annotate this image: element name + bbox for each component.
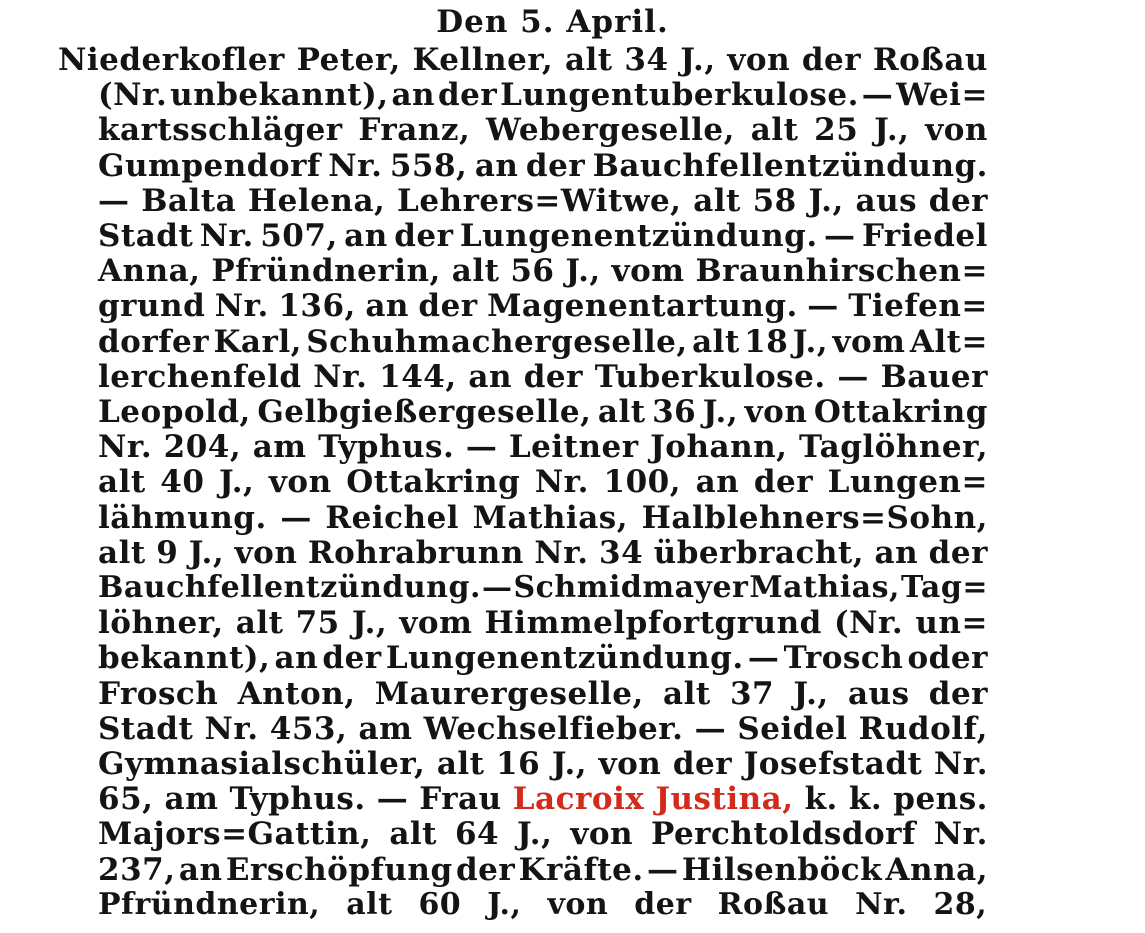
word: Seidel xyxy=(737,710,848,747)
word: Nr. xyxy=(534,534,589,571)
text-line xyxy=(58,42,988,78)
word: Tuberkulose. xyxy=(594,358,826,395)
word: von xyxy=(598,746,662,782)
word: am xyxy=(358,710,413,747)
text-line xyxy=(98,887,988,923)
word: an xyxy=(178,851,223,888)
word: J., xyxy=(351,605,388,642)
word: (Nr. xyxy=(833,605,904,642)
text-line xyxy=(98,218,988,254)
word: Nr. xyxy=(199,218,254,254)
word: Webergeselle, xyxy=(486,112,735,149)
word: (Nr. xyxy=(98,77,168,114)
word: — xyxy=(807,288,839,325)
word: Pfründnerin, xyxy=(98,886,321,922)
word: Stadt xyxy=(98,218,194,254)
word: — xyxy=(465,429,498,466)
word: Halblehners=Sohn, xyxy=(641,499,988,536)
word: am xyxy=(252,429,307,466)
word: Roßau xyxy=(872,42,988,78)
word: 237, xyxy=(98,851,176,888)
word: Majors=Gattin, xyxy=(98,816,372,853)
word: k. xyxy=(804,781,838,818)
word: Ottakring xyxy=(813,394,988,430)
word: pens. xyxy=(893,781,988,818)
word: Peter, xyxy=(296,42,401,78)
word: Nr. xyxy=(933,746,988,782)
word: Josefstadt xyxy=(743,746,923,782)
word: — xyxy=(481,570,513,605)
word: 507, xyxy=(260,218,338,254)
word: Bauer xyxy=(880,358,988,395)
word: Wechselfieber. xyxy=(423,710,684,747)
text-line xyxy=(98,605,988,641)
word: Kräfte. xyxy=(518,851,644,888)
word: alt xyxy=(98,534,146,571)
word: Niederkofler xyxy=(58,42,285,78)
word: 9 xyxy=(156,534,179,571)
word: J., xyxy=(218,464,255,501)
word: der xyxy=(753,464,814,501)
text-line xyxy=(98,852,988,888)
word: 144, xyxy=(379,358,457,395)
word: Rudolf, xyxy=(858,710,988,747)
word: von xyxy=(727,42,791,78)
word: 28, xyxy=(933,886,988,922)
word: J., xyxy=(517,816,553,853)
word: 58 xyxy=(752,182,797,219)
section-heading-text: Den 5. April. xyxy=(436,4,669,40)
text-line xyxy=(98,77,988,113)
word: Magenentartung. xyxy=(487,288,798,325)
word: oder xyxy=(907,640,988,677)
word: 204, xyxy=(163,429,242,466)
word: löhner, xyxy=(98,605,224,642)
word: Anton, xyxy=(237,675,356,712)
word: Schuhmachergeselle, xyxy=(306,323,688,360)
word: 36 xyxy=(652,394,697,430)
text-line xyxy=(98,816,988,852)
word: J., xyxy=(551,746,588,782)
text-line xyxy=(98,324,988,360)
word: Stadt xyxy=(98,710,194,747)
word: 64 xyxy=(454,816,500,853)
word: J., xyxy=(702,394,739,430)
word: 136, xyxy=(278,288,356,325)
word: 25 xyxy=(814,112,859,149)
word: vom xyxy=(611,253,685,290)
word: Nr. xyxy=(313,358,368,395)
word: 34 xyxy=(599,534,644,571)
word: an xyxy=(344,218,388,254)
word: von xyxy=(925,112,988,149)
text-line xyxy=(98,288,988,324)
word: — xyxy=(824,218,856,254)
word: lähmung. xyxy=(98,499,267,536)
word: vom xyxy=(399,605,473,642)
word: 453, xyxy=(269,710,348,747)
word: — xyxy=(647,851,679,888)
word: Lungentuberkulose. xyxy=(500,77,859,114)
word: Tiefen= xyxy=(848,288,988,325)
word: Himmelpfortgrund xyxy=(484,605,822,642)
text-line xyxy=(98,112,988,148)
word: Johann, xyxy=(650,429,788,466)
word: Typhus. xyxy=(318,429,455,466)
word: Pfründnerin, xyxy=(211,253,441,290)
word: Rohrabrunn xyxy=(307,534,524,571)
word: Gelbgießergeselle, xyxy=(257,394,592,430)
word: Nr. xyxy=(98,429,153,466)
word: Mathias, xyxy=(749,570,900,605)
word: — xyxy=(376,781,409,818)
word: k. xyxy=(848,781,883,818)
word: J., xyxy=(487,886,522,922)
word: Frosch xyxy=(98,675,219,712)
word: Gumpendorf xyxy=(98,147,321,184)
text-line xyxy=(98,781,988,817)
word: an xyxy=(391,77,436,114)
word: bekannt), xyxy=(98,640,271,677)
text-line xyxy=(98,253,988,289)
word: lerchenfeld xyxy=(98,358,302,395)
word: der xyxy=(322,640,382,677)
word: vom xyxy=(832,323,906,360)
word: alt xyxy=(451,253,500,290)
word: Karl, xyxy=(213,323,302,360)
word: J., xyxy=(793,675,829,712)
word: der xyxy=(394,218,454,254)
word: alt xyxy=(663,675,711,712)
word: Perchtoldsdorf xyxy=(650,816,916,853)
word: alt xyxy=(436,746,485,782)
word: Kellner, xyxy=(412,42,554,78)
word: Lungenentzündung. xyxy=(385,640,744,677)
text-line xyxy=(98,570,988,606)
text-line xyxy=(98,183,988,219)
word: Nr. xyxy=(933,816,988,853)
word: Nr. xyxy=(204,710,259,747)
word: alt xyxy=(693,182,741,219)
text-line xyxy=(98,500,988,536)
word: von xyxy=(547,886,609,922)
word: Mathias, xyxy=(472,499,629,536)
word: Maurergeselle, xyxy=(374,675,644,712)
word: 100, xyxy=(603,464,682,501)
word: von xyxy=(268,464,332,501)
text-line xyxy=(98,676,988,712)
word: 37 xyxy=(729,675,775,712)
word: von xyxy=(234,534,298,571)
word: dorfer xyxy=(98,323,210,360)
word: Trosch xyxy=(783,640,904,677)
word: der xyxy=(418,288,478,325)
word: der xyxy=(928,675,988,712)
word: der xyxy=(525,147,586,184)
text-line xyxy=(98,148,988,184)
word: der xyxy=(672,746,733,782)
word: kartsschläger xyxy=(98,112,343,149)
word: alt xyxy=(597,394,646,430)
word: J., xyxy=(565,253,601,290)
word: an xyxy=(274,640,319,677)
word: J., xyxy=(874,112,910,149)
word: Leitner xyxy=(508,429,639,466)
word: Lehrers=Witwe, xyxy=(397,182,682,219)
word: un= xyxy=(915,605,988,642)
word: — xyxy=(694,710,727,747)
word: J., xyxy=(188,534,225,571)
word: Bauchfellentzündung. xyxy=(592,147,988,184)
text-line xyxy=(98,359,988,395)
word: Franz, xyxy=(358,112,471,149)
word: Frau xyxy=(419,781,502,818)
word: 75 xyxy=(295,605,340,642)
text-line xyxy=(98,711,988,747)
word: aus xyxy=(847,675,910,712)
word: grund xyxy=(98,288,206,325)
word: Tag= xyxy=(900,570,988,605)
word: der xyxy=(523,358,583,395)
word: Lungen= xyxy=(827,464,988,501)
word: 18 xyxy=(744,323,789,360)
word: — xyxy=(280,499,312,536)
word: — xyxy=(837,358,869,395)
highlighted-name: Lacroix xyxy=(512,781,645,818)
word: an xyxy=(695,464,740,501)
word: J., xyxy=(808,182,844,219)
word: Helena, xyxy=(247,182,386,219)
word: der xyxy=(928,534,988,571)
word: 65, xyxy=(98,781,154,818)
word: alt xyxy=(98,464,146,501)
word: alt xyxy=(750,112,799,149)
text-line xyxy=(98,464,988,500)
word: Typhus. xyxy=(229,781,366,818)
text-line xyxy=(98,746,988,782)
word: 558, xyxy=(389,147,468,184)
word: Anna, xyxy=(98,253,201,290)
word: alt xyxy=(564,42,613,78)
word: — xyxy=(98,182,130,219)
word: Friedel xyxy=(861,218,988,254)
word: alt xyxy=(389,816,437,853)
word: an xyxy=(468,358,512,395)
word: 34 xyxy=(624,42,669,78)
word: Ottakring xyxy=(346,464,521,501)
word: Erschöpfung xyxy=(225,851,453,888)
word: J., xyxy=(680,42,716,78)
word: an xyxy=(474,147,519,184)
word: von xyxy=(744,394,808,430)
word: 40 xyxy=(160,464,205,501)
word: Reichel xyxy=(325,499,460,536)
word: Alt= xyxy=(909,323,988,360)
word: Balta xyxy=(141,182,237,219)
word: Nr. xyxy=(328,147,383,184)
text-line xyxy=(98,535,988,571)
word: der xyxy=(634,886,692,922)
word: Nr. xyxy=(214,288,269,325)
word: alt xyxy=(346,886,393,922)
word: Gymnasialschüler, xyxy=(98,746,426,782)
word: Schmidmayer xyxy=(513,570,749,605)
word: — xyxy=(747,640,780,677)
word: der xyxy=(456,851,516,888)
word: überbracht, xyxy=(653,534,865,571)
word: Nr. xyxy=(534,464,589,501)
word: an xyxy=(365,288,409,325)
word: von xyxy=(570,816,634,853)
word: alt xyxy=(692,323,740,360)
word: 16 xyxy=(496,746,541,782)
word: J., xyxy=(792,323,829,360)
word: der xyxy=(801,42,862,78)
word: alt xyxy=(235,605,284,642)
word: Taglöhner, xyxy=(799,429,988,466)
highlighted-name: Justina, xyxy=(655,781,794,818)
word: Anna, xyxy=(885,851,988,888)
text-line xyxy=(98,640,988,676)
word: an xyxy=(874,534,919,571)
word: Roßau xyxy=(717,886,830,922)
word: Bauchfellentzündung. xyxy=(98,570,481,605)
word: der xyxy=(928,182,988,219)
word: Nr. xyxy=(855,886,908,922)
word: der xyxy=(437,77,498,114)
word: 60 xyxy=(418,886,462,922)
word: Braunhirschen= xyxy=(695,253,988,290)
word: aus xyxy=(855,182,918,219)
word: — xyxy=(861,77,894,114)
word: Lungenentzündung. xyxy=(459,218,818,254)
text-line xyxy=(98,429,988,465)
word: 56 xyxy=(510,253,555,290)
word: Hilsenböck xyxy=(681,851,883,888)
section-heading xyxy=(0,2,1145,42)
text-line xyxy=(98,394,988,430)
word: unbekannt), xyxy=(170,77,389,114)
word: am xyxy=(164,781,219,818)
word: Leopold, xyxy=(98,394,251,430)
word: Wei= xyxy=(896,77,988,114)
